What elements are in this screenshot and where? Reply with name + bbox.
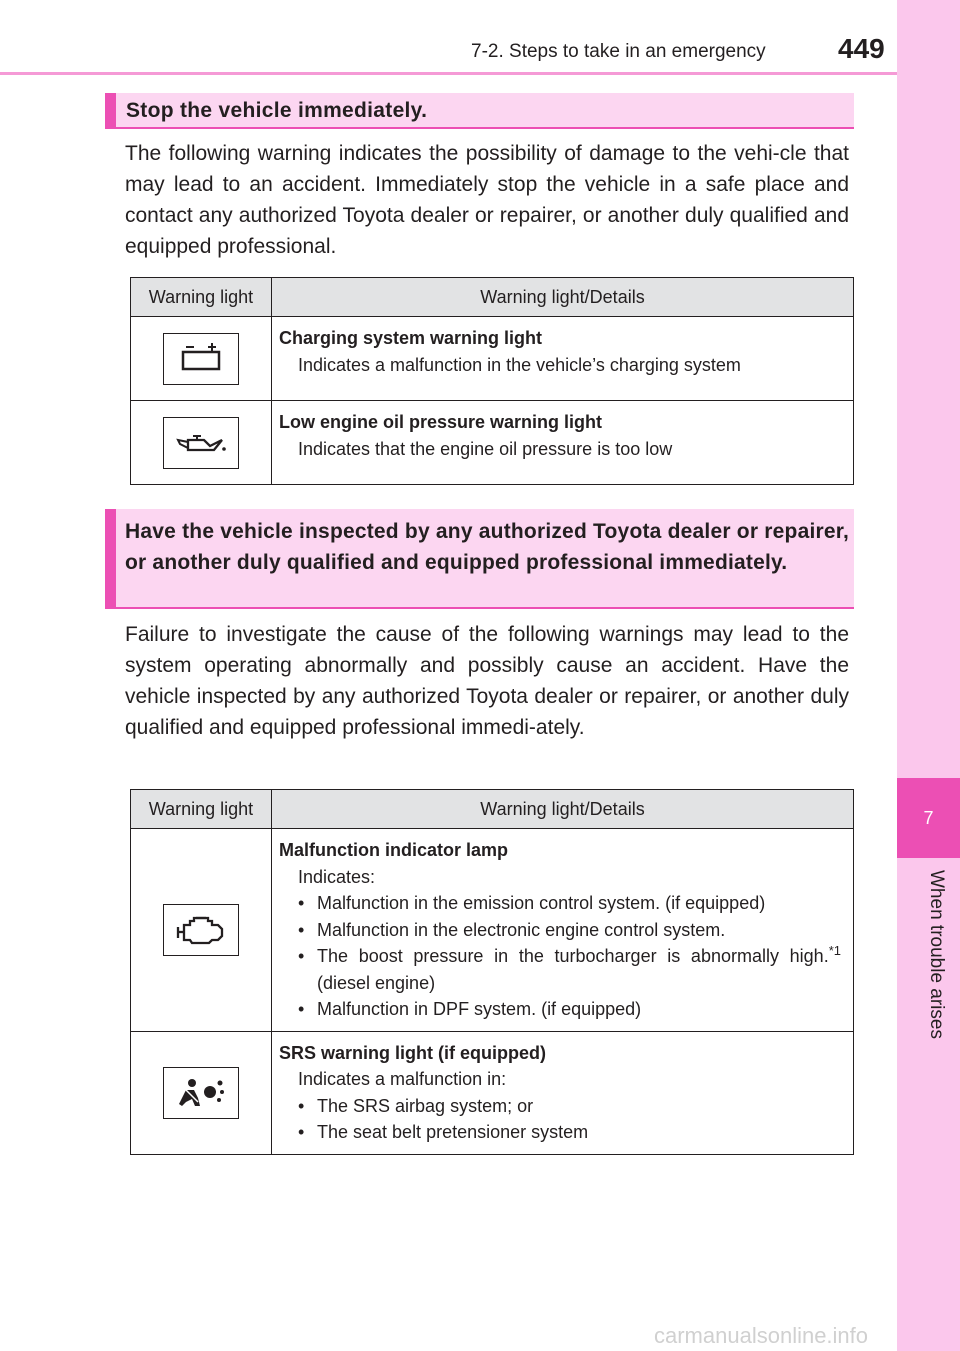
- warning-description: Indicates a malfunction in the vehicle’s charging system: [298, 354, 741, 375]
- table-header-row: [131, 278, 854, 317]
- battery-icon: [163, 333, 239, 385]
- banner-title: Have the vehicle inspected by any authorized Toyota dealer or repairer, or another duly qualified and equipped professional immediately.: [125, 520, 849, 574]
- bullet-list: [279, 890, 841, 1023]
- warning-table-1: [130, 277, 854, 485]
- banner-title: Stop the vehicle immediately.: [126, 99, 428, 122]
- table-row: [131, 317, 854, 401]
- list-item: • The seat belt pretensioner system: [298, 1119, 841, 1146]
- warning-title: Charging system warning light: [279, 328, 543, 348]
- warning-description: Indicates:: [298, 866, 376, 887]
- chapter-title-tab: When trouble arises: [926, 870, 947, 1039]
- warning-title: SRS warning light (if equipped): [279, 1042, 546, 1063]
- list-item: [298, 943, 841, 996]
- page-number: 449: [838, 33, 885, 64]
- warning-table-2: [130, 789, 854, 1155]
- airbag-icon: [163, 1067, 239, 1119]
- table-row: [131, 401, 854, 485]
- side-tab: [897, 0, 960, 1351]
- warning-title: Low engine oil pressure warning light: [279, 412, 603, 432]
- table-row: [131, 1031, 854, 1154]
- list-item: • Malfunction in the electronic engine control system.: [298, 917, 841, 944]
- chapter-number-tab[interactable]: 7: [897, 778, 960, 858]
- col-header-details: Warning light/Details: [272, 790, 854, 829]
- bullet-text: The boost pressure in the turbocharger is abnormally high.: [317, 946, 829, 966]
- col-header-warning-light: Warning light: [131, 790, 272, 829]
- col-header-warning-light: Warning light: [131, 278, 272, 317]
- engine-icon: [163, 904, 239, 956]
- oil-can-icon: [163, 417, 239, 469]
- stop-immediately-banner: [105, 93, 854, 129]
- section-header: 7-2. Steps to take in an emergency: [471, 41, 766, 62]
- bullet-suffix: (diesel engine): [317, 972, 436, 993]
- col-header-details: Warning light/Details: [272, 278, 854, 317]
- footnote-mark: *1: [828, 943, 841, 958]
- section1-paragraph: The following warning indicates the possibility of damage to the vehi-cle that may lead to an accident. Immediately stop the vehicle in a safe place and contact any authorized Toyota dealer or repairer, or another duly qualified and equipped professional.: [125, 142, 849, 258]
- bullet-list: [279, 1093, 841, 1146]
- inspect-immediately-banner: [105, 509, 854, 609]
- list-item: • Malfunction in the emission control system. (if equipped): [298, 890, 841, 917]
- list-item: • The SRS airbag system; or: [298, 1093, 841, 1120]
- list-item: • Malfunction in DPF system. (if equipped): [298, 996, 841, 1023]
- header-divider: [0, 72, 897, 75]
- watermark: carmanualsonline.info: [654, 1323, 869, 1348]
- table-row: [131, 829, 854, 1032]
- warning-description: Indicates a malfunction in:: [298, 1069, 507, 1089]
- warning-description: Indicates that the engine oil pressure is too low: [298, 438, 673, 459]
- section2-paragraph: Failure to investigate the cause of the following warnings may lead to the system operating abnormally and possibly cause an accident. Have the vehicle inspected by any authorized Toyota dealer or repairer, or another duly qualified and equipped professional immedi-ately.: [125, 623, 849, 739]
- table-header-row: [131, 790, 854, 829]
- warning-title: Malfunction indicator lamp: [279, 840, 509, 860]
